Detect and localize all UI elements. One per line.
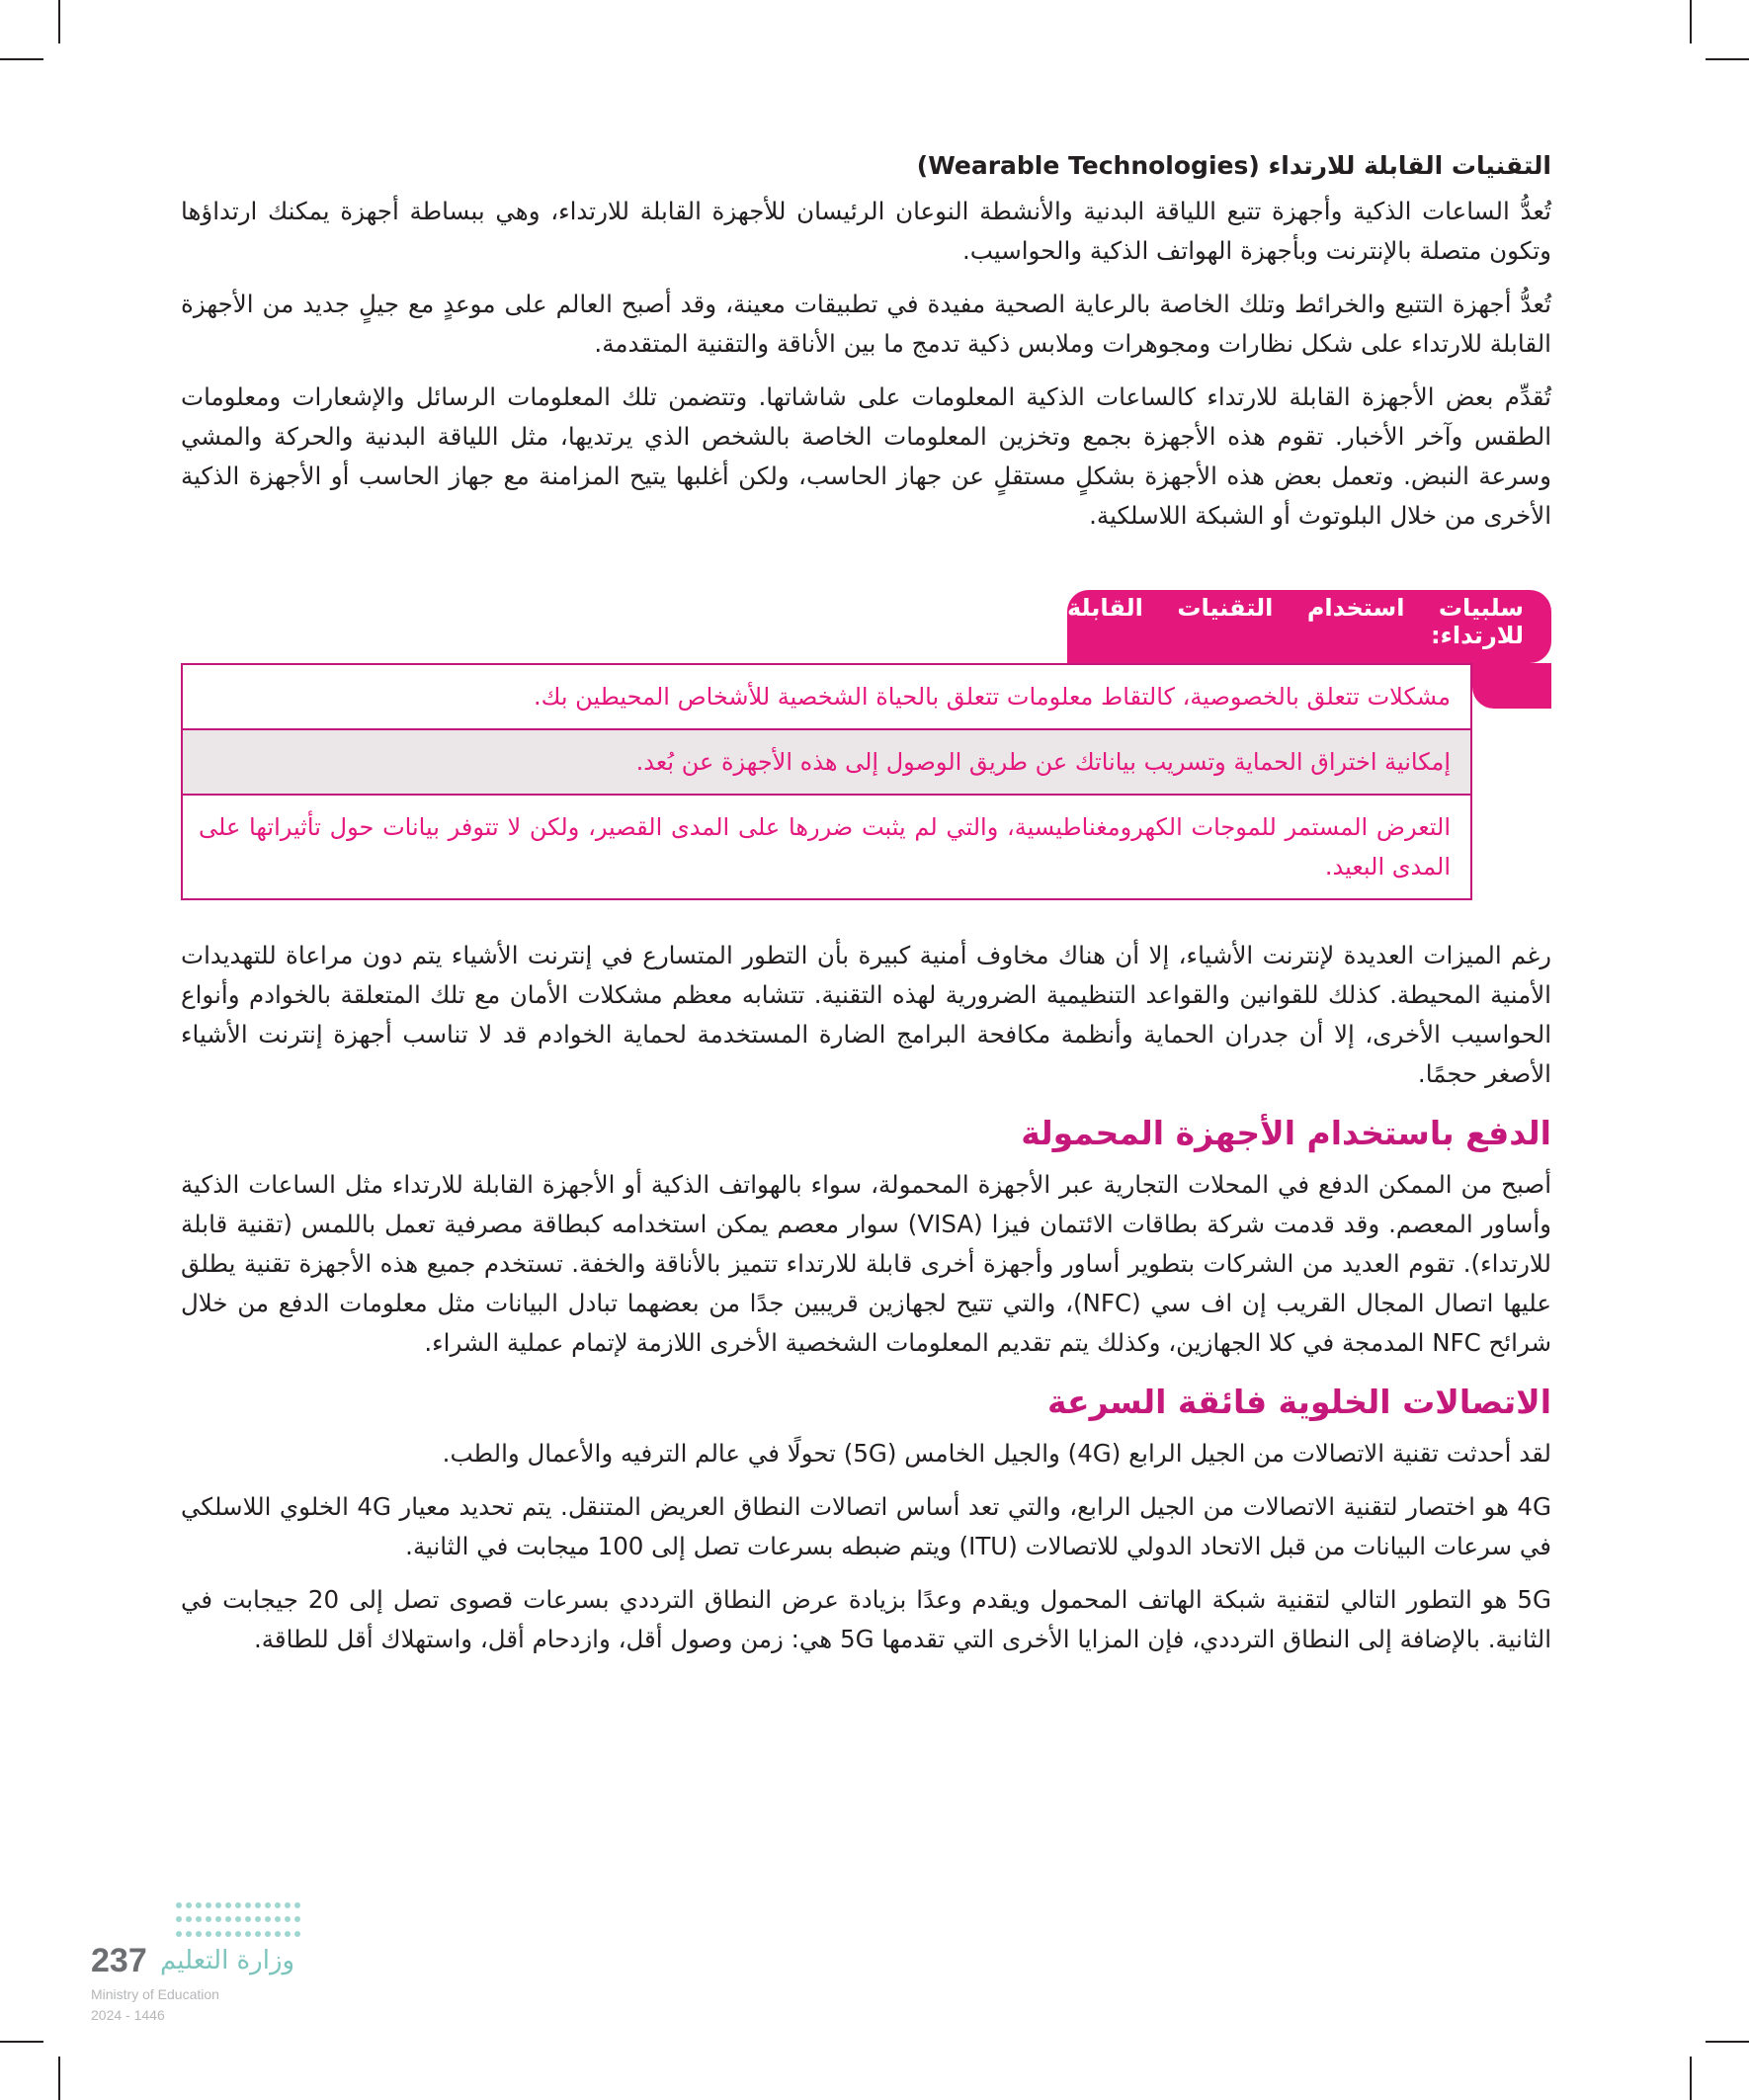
cellular-paragraph-3: 5G هو التطور التالي لتقنية شبكة الهاتف المحمول ويقدم وعدًا بزيادة عرض النطاق الترددي بسرعات قصوى تصل إلى 20 جيجابت في الثانية. بالإضافة إلى النطاق الترددي، فإن المزايا الأخرى التي تقدمها 5G هي: زمن وصول أقل، وازدحام أقل، واستهلاك أقل للطاقة.: [181, 1585, 1551, 1653]
academic-year: 2024 - 1446: [91, 2007, 165, 2023]
drawbacks-title: سلبيات استخدام التقنيات القابلة للارتداء:: [1067, 590, 1551, 663]
ministry-name-arabic: وزارة التعليم: [160, 1946, 295, 1975]
drawback-item: مشكلات تتعلق بالخصوصية، كالتقاط معلومات تتعلق بالحياة الشخصية للأشخاص المحيطين بك.: [183, 665, 1470, 730]
cellular-paragraph-2: 4G هو اختصار لتقنية الاتصالات من الجيل الرابع، والتي تعد أساس اتصالات النطاق العريض المتنقل. يتم تحديد معيار 4G الخلوي اللاسلكي في سرعات البيانات من قبل الاتحاد الدولي للاتصالات (ITU) ويتم ضبطه بسرعات تصل إلى 100 ميجابت في الثانية.: [181, 1492, 1551, 1560]
cellular-title: الاتصالات الخلوية فائقة السرعة: [1047, 1383, 1551, 1421]
wearables-paragraph-2: تُعدُّ أجهزة التتبع والخرائط وتلك الخاصة بالرعاية الصحية مفيدة في تطبيقات معينة، وقد أصبح العالم على موعدٍ مع جيلٍ جديد من الأجهزة القابلة للارتداء على شكل نظارات ومجوهرات وملابس ذكية تدمج ما بين الأناقة والتقنية المتقدمة.: [181, 290, 1551, 358]
mobile-payment-title: الدفع باستخدام الأجهزة المحمولة: [1021, 1114, 1551, 1152]
drawbacks-list: [181, 663, 1472, 900]
ministry-logo-icon: [176, 1902, 304, 1942]
page-content: [181, 146, 1551, 1673]
iot-security-paragraph: رغم الميزات العديدة لإنترنت الأشياء، إلا أن هناك مخاوف أمنية كبيرة بأن التطور المتسارع في إنترنت الأشياء يتم دون مراعاة للتهديدات الأمنية المحيطة. كذلك للقوانين والقواعد التنظيمية الضرورية لهذه التقنية. تتشابه معظم مشكلات الأمان مع تلك المتعلقة بالخوادم وأنواع الحواسيب الأخرى، إلا أن جدران الحماية وأنظمة مكافحة البرامج الضارة المستخدمة لحماية الخوادم قد لا تناسب أجهزة إنترنت الأشياء الأصغر حجمًا.: [181, 941, 1551, 1088]
wearables-heading: التقنيات القابلة للارتداء (Wearable Technologies): [916, 151, 1551, 180]
crop-mark-top-right-v: [1690, 0, 1692, 43]
crop-mark-bottom-right-v: [1690, 2057, 1692, 2100]
crop-mark-top-left-v: [58, 0, 60, 43]
crop-mark-bottom-left-v: [58, 2057, 60, 2100]
crop-mark-bottom-right-h: [1706, 2041, 1749, 2043]
drawback-item: التعرض المستمر للموجات الكهرومغناطيسية، والتي لم يثبت ضررها على المدى القصير، ولكن لا تتوفر بيانات حول تأثيراتها على المدى البعيد.: [199, 813, 1451, 881]
wearables-paragraph-1: تُعدُّ الساعات الذكية وأجهزة تتبع اللياقة البدنية والأنشطة النوعان الرئيسان للأجهزة القابلة للارتداء، وهي ببساطة أجهزة يمكنك ارتداؤها وتكون متصلة بالإنترنت وبأجهزة الهواتف الذكية والحواسيب.: [181, 197, 1551, 265]
page-number: 237: [91, 1942, 147, 1979]
crop-mark-bottom-left-h: [0, 2041, 43, 2043]
wearables-paragraph-3: تُقدِّم بعض الأجهزة القابلة للارتداء كالساعات الذكية المعلومات على شاشاتها. وتتضمن تلك المعلومات الرسائل والإشعارات ومعلومات الطقس وآخر الأخبار. تقوم هذه الأجهزة بجمع وتخزين المعلومات الخاصة بالشخص الذي يرتديها، مثل اللياقة البدنية والحركة والمشي وسرعة النبض. وتعمل بعض هذه الأجهزة بشكلٍ مستقلٍ عن جهاز الحاسب، ولكن أغلبها يتيح المزامنة مع جهاز الحاسب أو الأجهزة الذكية الأخرى من خلال البلوتوث أو الشبكة اللاسلكية.: [181, 382, 1551, 530]
crop-mark-top-right-h: [1706, 58, 1749, 60]
page-footer: [91, 1902, 308, 2041]
mobile-payment-paragraph: أصبح من الممكن الدفع في المحلات التجارية عبر الأجهزة المحمولة، سواء بالهواتف الذكية أو الأجهزة القابلة للارتداء مثل الساعات الذكية وأساور المعصم. وقد قدمت شركة بطاقات الائتمان فيزا (VISA) سوار معصم يمكن استخدامه كبطاقة مصرفية تعمل باللمس (تقنية قابلة للارتداء). تقوم العديد من الشركات بتطوير أساور وأجهزة أخرى قابلة للارتداء تتميز بالأناقة والخفة. تستخدم جميع هذه الأجهزة تقنية يطلق عليها اتصال المجال القريب إن اف سي (NFC)، والتي تتيح لجهازين قريبين جدًا من بعضهما تبادل البيانات مثل معلومات الدفع من خلال شرائح NFC المدمجة في كلا الجهازين، وكذلك يتم تقديم المعلومات الشخصية الأخرى اللازمة لإتمام عملية الشراء.: [181, 1170, 1551, 1357]
drawback-item: إمكانية اختراق الحماية وتسريب بياناتك عن طريق الوصول إلى هذه الأجهزة عن بُعد.: [183, 730, 1470, 796]
crop-mark-top-left-h: [0, 58, 43, 60]
ministry-name-english: Ministry of Education: [91, 1986, 219, 2002]
drawbacks-box: [181, 590, 1551, 900]
cellular-paragraph-1: لقد أحدثت تقنية الاتصالات من الجيل الرابع (4G) والجيل الخامس (5G) تحولًا في عالم الترفيه والأعمال والطب.: [442, 1439, 1551, 1468]
